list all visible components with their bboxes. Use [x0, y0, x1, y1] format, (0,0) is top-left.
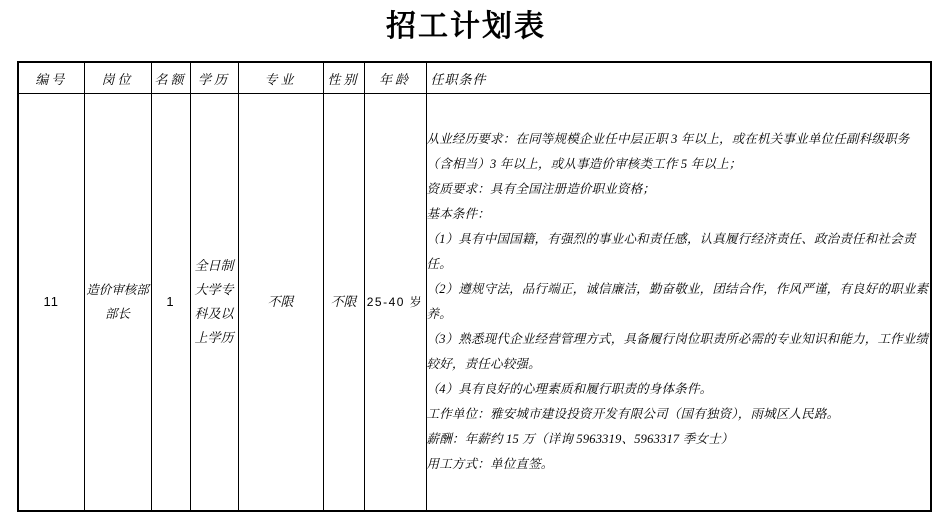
- header-gender: 性别: [323, 62, 364, 94]
- header-requirements: 任职条件: [426, 62, 931, 94]
- header-number: 编号: [18, 62, 84, 94]
- header-position: 岗位: [84, 62, 151, 94]
- header-quota: 名额: [151, 62, 190, 94]
- table-row: [18, 94, 931, 512]
- requirement-line: 薪酬：年薪约 15 万（详询 5963319、5963317 季女士）: [426, 432, 734, 446]
- requirement-line: 工作单位：雅安城市建设投资开发有限公司（国有独资），雨城区人民路。: [426, 407, 840, 421]
- requirement-line: （3）熟悉现代企业经营管理方式，具备履行岗位职责所必需的专业知识和能力，工作业绩较好，责任心较强。: [426, 332, 929, 371]
- cell-position: 造价审核部部长: [84, 94, 151, 512]
- requirement-line: （1）具有中国国籍，有强烈的事业心和责任感，认真履行经济责任、政治责任和社会责任。: [426, 232, 916, 271]
- cell-education: 全日制大学专科及以上学历: [190, 94, 238, 512]
- header-major: 专业: [238, 62, 323, 94]
- cell-gender: 不限: [323, 94, 364, 512]
- cell-requirements: [426, 94, 931, 512]
- header-age: 年龄: [364, 62, 426, 94]
- recruitment-table: [17, 61, 932, 512]
- requirement-line: 资质要求：具有全国注册造价职业资格；: [426, 182, 656, 196]
- table-header-row: [18, 62, 931, 94]
- requirement-line: 用工方式：单位直签。: [426, 457, 554, 471]
- cell-major: 不限: [238, 94, 323, 512]
- requirement-line: 基本条件：: [426, 207, 491, 221]
- header-education: 学历: [190, 62, 238, 94]
- requirement-line: （4）具有良好的心理素质和履行职责的身体条件。: [426, 382, 713, 396]
- requirement-line: （2）遵规守法，品行端正，诚信廉洁，勤奋敬业，团结合作，作风严谨，有良好的职业素养。: [426, 282, 929, 321]
- cell-quota: 1: [151, 94, 190, 512]
- requirement-line: 从业经历要求：在同等规模企业任中层正职 3 年以上，或在机关事业单位任副科级职务（含相当）3 年以上，或从事造价审核类工作 5 年以上；: [426, 132, 910, 171]
- cell-age: 25-40 岁: [364, 94, 426, 512]
- cell-number: 11: [18, 94, 84, 512]
- page-title: 招工计划表: [386, 10, 546, 43]
